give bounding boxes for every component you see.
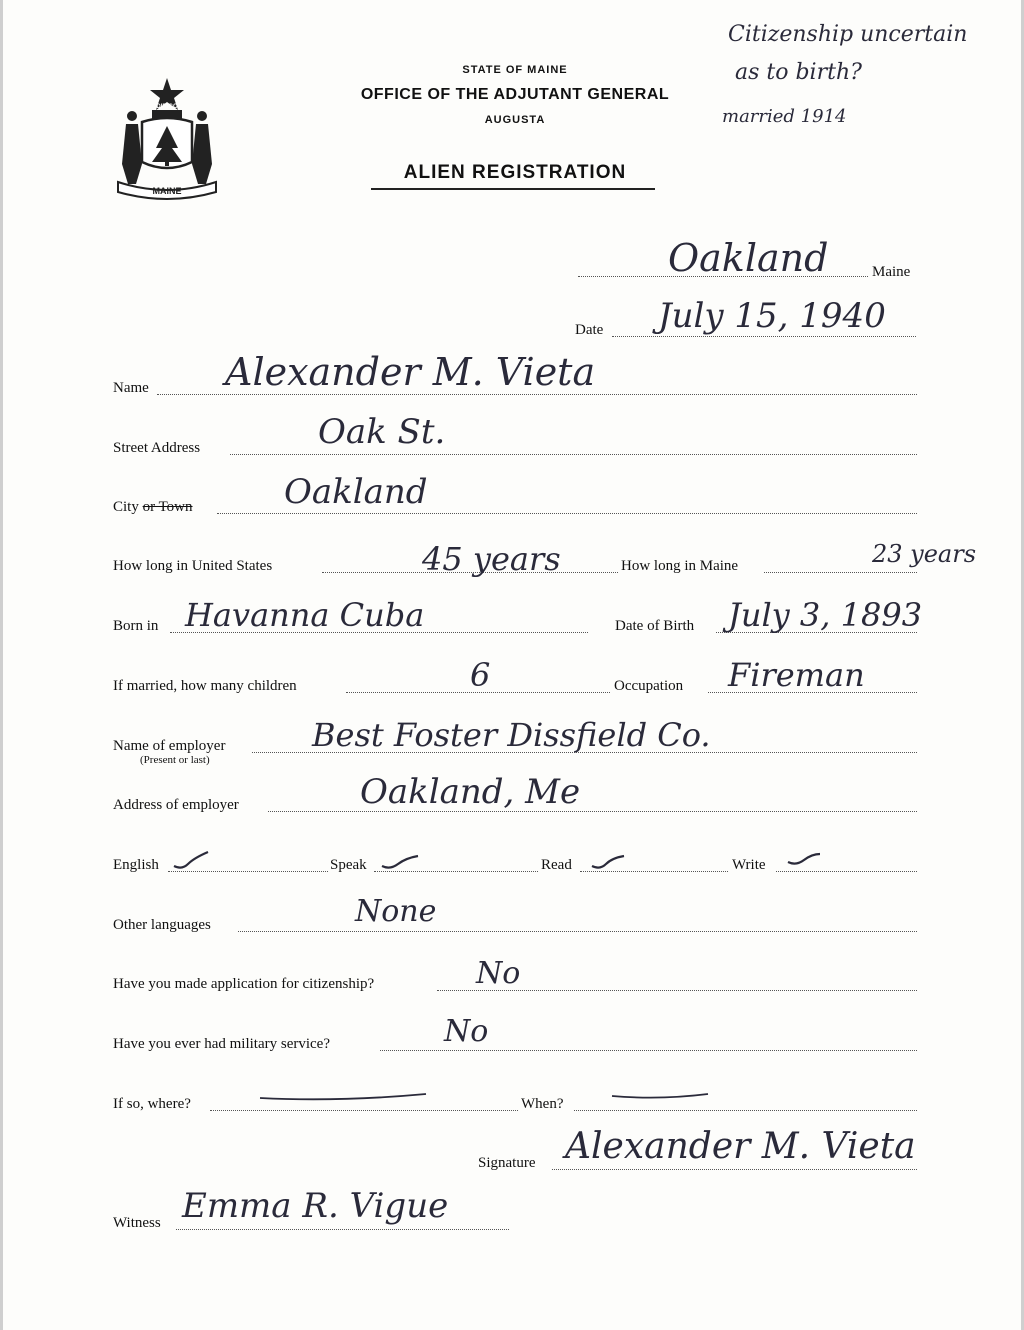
margin-note-married: married 1914 [722,106,847,127]
write-check-icon [786,850,822,870]
speak-check-icon [380,852,420,872]
born-in-label: Born in [113,618,159,634]
employer-address-value: Oakland, Me [360,772,581,812]
write-label: Write [732,857,766,873]
witness-label: Witness [113,1215,161,1231]
city-line [217,513,917,514]
occupation-label: Occupation [614,678,684,694]
where-label: If so, where? [113,1096,191,1112]
maine-label: Maine [872,264,911,280]
city-value: Oakland [284,472,428,512]
other-languages-label: Other languages [113,917,211,933]
when-line [574,1110,917,1111]
how-long-me-line [764,572,917,573]
city-heading: AUGUSTA [484,114,546,126]
children-label: If married, how many children [113,678,297,694]
read-check-icon [590,852,626,872]
seal-label: MAINE [152,186,182,196]
dob-value: July 3, 1893 [728,596,923,634]
witness-line [176,1229,509,1230]
signature-label: Signature [478,1155,536,1171]
town-value: Oakland [668,236,829,280]
page-title: ALIEN REGISTRATION [403,162,627,183]
office-heading: OFFICE OF THE ADJUTANT GENERAL [360,86,670,103]
street-line [230,454,917,455]
english-label: English [113,857,159,873]
employer-address-label: Address of employer [113,797,239,813]
date-value: July 15, 1940 [658,296,886,336]
employer-label: Name of employer [113,738,226,754]
margin-note-birth: as to birth? [735,60,862,85]
witness-value: Emma R. Vigue [182,1186,449,1226]
military-value: No [444,1014,489,1049]
where-line [210,1110,518,1111]
when-label: When? [521,1096,564,1112]
name-line [157,394,917,395]
maine-seal-icon [112,74,222,202]
state-heading: STATE OF MAINE [462,64,568,76]
military-line [380,1050,917,1051]
city-label-struck: or Town [142,499,193,515]
city-label-text: City [113,499,143,515]
title-underline [371,188,655,190]
signature-value: Alexander M. Vieta [565,1126,916,1167]
children-value: 6 [470,656,491,694]
other-languages-line [238,931,917,932]
how-long-me-label: How long in Maine [621,558,739,574]
date-label: Date [575,322,604,338]
city-label [113,499,193,516]
born-in-value: Havanna Cuba [185,596,425,634]
where-dash-stroke [258,1090,428,1106]
street-label: Street Address [113,440,201,456]
scan-edge-left [0,0,3,1330]
employer-value: Best Foster Dissfield Co. [312,716,711,754]
english-check-icon [172,848,212,872]
write-line [776,871,917,872]
speak-label: Speak [330,857,367,873]
occupation-value: Fireman [728,656,865,694]
other-languages-value: None [355,894,437,929]
date-line [612,336,916,337]
citizenship-value: No [476,956,521,991]
how-long-us-label: How long in United States [113,558,273,574]
military-label: Have you ever had military service? [113,1036,330,1052]
when-dash-stroke [610,1090,710,1104]
name-value: Alexander M. Vieta [225,350,596,394]
dob-label: Date of Birth [615,618,695,634]
name-label: Name [113,380,149,396]
citizenship-label: Have you made application for citizenship? [113,976,375,992]
how-long-us-value: 45 years [422,540,561,578]
how-long-me-value: 23 years [872,540,977,568]
margin-note-citizenship: Citizenship uncertain [728,22,968,47]
employer-sublabel: (Present or last) [140,754,210,766]
signature-line [552,1169,917,1170]
seal-motto: DIRIGO [156,104,178,110]
street-value: Oak St. [318,412,446,452]
read-label: Read [541,857,572,873]
